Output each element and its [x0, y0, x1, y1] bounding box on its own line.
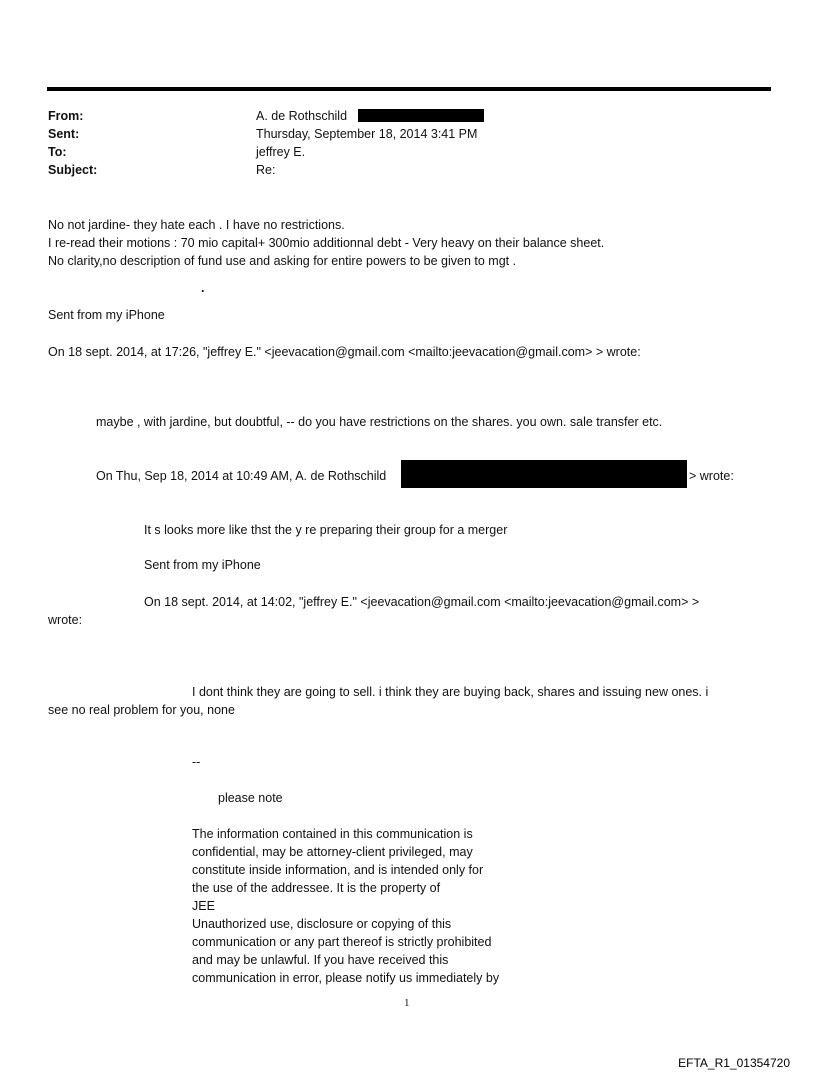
please-note: please note	[218, 791, 283, 805]
quote-3-header-line-2: wrote:	[48, 613, 83, 627]
quote-1-header: On 18 sept. 2014, at 17:26, "jeffrey E." <jeevacation@gmail.com <mailto:jeevacation@gmail.com> > wrote:	[48, 345, 641, 359]
redaction-box	[358, 109, 484, 122]
header-rule	[47, 87, 771, 91]
reply-2: It s looks more like thst the y re preparing their group for a merger	[144, 523, 508, 537]
disclaimer-line: the use of the addressee. It is the property of	[192, 881, 441, 895]
document-id: EFTA_R1_01354720	[678, 1056, 790, 1070]
from-value: A. de Rothschild	[256, 109, 348, 123]
disclaimer-line: and may be unlawful. If you have received this	[192, 953, 449, 967]
disclaimer-line: communication in error, please notify us immediately by	[192, 971, 500, 985]
quote-2-header-end: > wrote:	[689, 469, 734, 483]
subject-value: Re:	[256, 163, 276, 177]
redaction-box	[401, 460, 687, 488]
signature: Sent from my iPhone	[48, 308, 165, 322]
disclaimer-line: The information contained in this communication is	[192, 827, 473, 841]
reply-3-line-2: see no real problem for you, none	[48, 703, 235, 717]
reply-1: maybe , with jardine, but doubtful, -- do you have restrictions on the shares. you own. sale transfer etc.	[96, 415, 663, 429]
disclaimer-line: Unauthorized use, disclosure or copying of this	[192, 917, 452, 931]
from-label: From:	[48, 109, 84, 123]
reply-3-line-1: I dont think they are going to sell. i think they are buying back, shares and issuing new ones. i	[192, 685, 709, 699]
dashes: --	[192, 755, 201, 769]
body-line-2: I re-read their motions : 70 mio capital+ 300mio additionnal debt - Very heavy on their balance sheet.	[48, 236, 605, 250]
sent-value: Thursday, September 18, 2014 3:41 PM	[256, 127, 478, 141]
subject-label: Subject:	[48, 163, 98, 177]
quote-3-header-line-1: On 18 sept. 2014, at 14:02, "jeffrey E." <jeevacation@gmail.com <mailto:jeevacation@gmail.com> >	[144, 595, 700, 609]
body-line-3: No clarity,no description of fund use and asking for entire powers to be given to mgt .	[48, 254, 517, 268]
reply-2-signature: Sent from my iPhone	[144, 558, 261, 572]
disclaimer-line: confidential, may be attorney-client privileged, may	[192, 845, 473, 859]
disclaimer-line: constitute inside information, and is intended only for	[192, 863, 484, 877]
quote-2-header-start: On Thu, Sep 18, 2014 at 10:49 AM, A. de Rothschild	[96, 469, 387, 483]
sent-label: Sent:	[48, 127, 80, 141]
disclaimer	[192, 826, 499, 988]
to-label: To:	[48, 145, 67, 159]
body-line-1: No not jardine- they hate each . I have no restrictions.	[48, 218, 345, 232]
page-number: 1	[404, 997, 410, 1009]
disclaimer-line: communication or any part thereof is strictly prohibited	[192, 935, 492, 949]
to-value: jeffrey E.	[256, 145, 306, 159]
body-dot: .	[201, 281, 205, 295]
disclaimer-line: JEE	[192, 899, 215, 913]
